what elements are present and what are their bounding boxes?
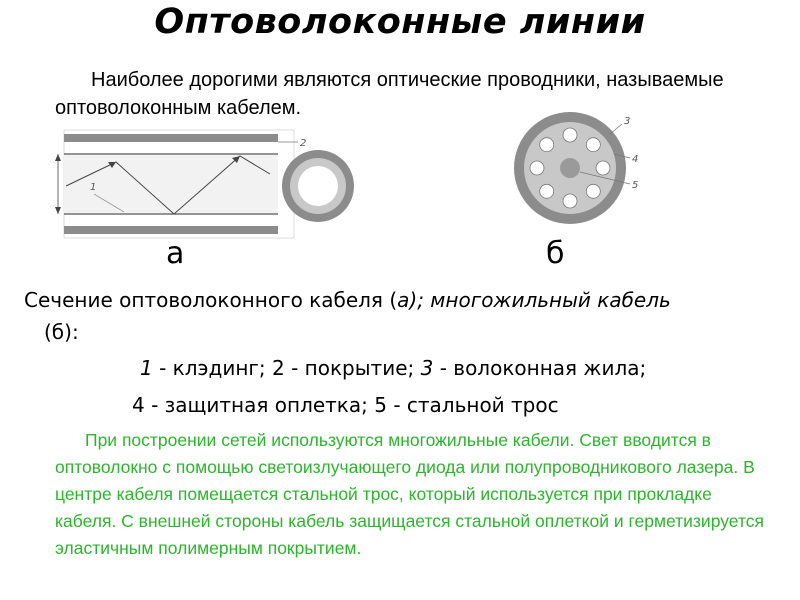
callout-4: 4 <box>632 154 639 165</box>
callout-5: 5 <box>632 180 639 191</box>
fiber-core <box>563 194 577 208</box>
legend-text-1: - клэдинг; 2 - покрытие; <box>152 356 421 380</box>
legend-text-3: - волоконная жила; <box>433 356 647 380</box>
callout-2: 2 <box>300 138 307 149</box>
figure-caption <box>24 284 784 316</box>
legend-number-1: 1 <box>140 356 153 380</box>
callout-3: 3 <box>624 116 631 127</box>
page-title: Оптоволоконные линии <box>154 2 646 42</box>
figure-caption-line2: (б): <box>44 320 79 344</box>
legend-number-3: 3 <box>420 356 434 380</box>
figure-b-label: б <box>546 236 565 271</box>
figure-a-label: а <box>166 236 185 271</box>
intro-text: Наиболее дорогими являются оптические проводники, называемые оптоволоконным кабелем. <box>55 69 724 119</box>
legend-line-1 <box>140 352 646 384</box>
fiber-core <box>530 161 544 175</box>
figure-a-fiber-diagram <box>44 128 354 240</box>
callout-1: 1 <box>90 182 97 193</box>
caption-text-2: ); многожильный кабель <box>409 288 671 312</box>
caption-text-1: Сечение оптоволоконного кабеля ( <box>24 288 398 312</box>
fiber-core <box>586 138 600 152</box>
fiber-core <box>586 184 600 198</box>
body-paragraph <box>55 427 775 562</box>
body-text: При построении сетей используются многожильные кабели. Свет вводится в оптоволокно с помощью светоизлучающего диода или полупроводникового лазера. В центре кабеля помещается стальной трос, который используется при прокладке кабеля. С внешней стороны кабель защищается стальной оплеткой и герметизируется эластичным полимерным покрытием. <box>55 430 764 558</box>
fiber-core <box>540 138 554 152</box>
caption-letter-a: а <box>397 288 410 312</box>
figure-b-multicore-cable <box>506 110 666 230</box>
fiber-core <box>563 128 577 142</box>
fiber-core <box>540 184 554 198</box>
legend-line-2: 4 - защитная оплетка; 5 - стальной трос <box>132 393 559 417</box>
fiber-core <box>596 161 610 175</box>
